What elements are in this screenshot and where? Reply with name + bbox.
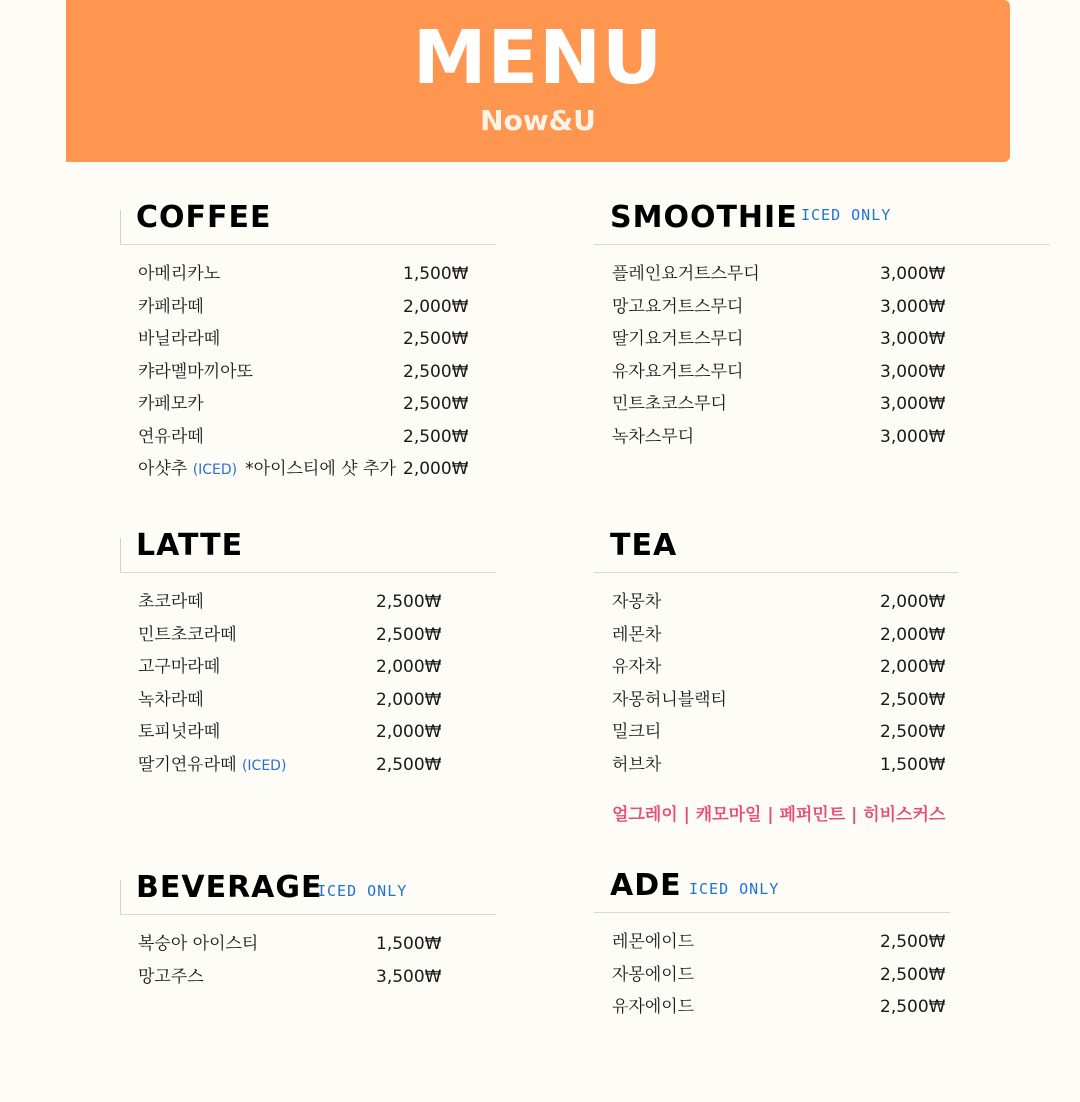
item-price: 2,500₩ bbox=[403, 329, 469, 349]
item-name: 민트초코라떼 bbox=[138, 624, 237, 645]
section-divider bbox=[120, 210, 121, 244]
item-price: 3,000₩ bbox=[880, 329, 946, 349]
item-name: 딸기요거트스무디 bbox=[612, 329, 744, 349]
item-price: 2,500₩ bbox=[376, 624, 442, 645]
item-price: 2,000₩ bbox=[376, 657, 442, 677]
item-note: *아이스티에 샷 추가 bbox=[245, 459, 396, 479]
tea-title: TEA bbox=[610, 528, 678, 563]
item-price: 2,500₩ bbox=[880, 997, 946, 1017]
item-name: 녹차라떼 bbox=[138, 689, 204, 710]
item-price: 3,500₩ bbox=[376, 966, 442, 987]
item-name: 초코라떼 bbox=[138, 592, 204, 612]
latte-title: LATTE bbox=[136, 528, 244, 563]
item-price: 2,500₩ bbox=[403, 394, 469, 414]
item-price: 2,500₩ bbox=[880, 932, 946, 952]
item-price: 2,500₩ bbox=[376, 592, 442, 612]
tea-section bbox=[594, 528, 958, 825]
item-price: 2,500₩ bbox=[880, 722, 946, 742]
latte-header bbox=[120, 528, 496, 573]
item-name: 바닐라라떼 bbox=[138, 329, 221, 349]
item-price: 2,000₩ bbox=[880, 592, 946, 612]
item-price: 3,000₩ bbox=[880, 394, 946, 414]
item-price: 2,000₩ bbox=[376, 689, 442, 710]
coffee-title: COFFEE bbox=[136, 200, 272, 235]
menu-header bbox=[66, 0, 1010, 162]
item-name: 복숭아 아이스티 bbox=[138, 934, 259, 954]
coffee-header bbox=[120, 200, 496, 245]
item-price: 3,000₩ bbox=[880, 264, 946, 284]
item-name: 고구마라떼 bbox=[138, 657, 221, 677]
item-name: 레몬차 bbox=[612, 624, 662, 645]
cafe-name: Now&U bbox=[480, 104, 596, 137]
item-price: 3,000₩ bbox=[880, 426, 946, 447]
item-price: 2,000₩ bbox=[880, 657, 946, 677]
tea-header bbox=[594, 528, 958, 573]
ade-title: ADE bbox=[610, 868, 682, 903]
item-name bbox=[138, 755, 286, 776]
section-divider bbox=[120, 880, 121, 914]
ade-header bbox=[594, 868, 950, 913]
item-price: 2,500₩ bbox=[880, 689, 946, 710]
item-name: 레몬에이드 bbox=[612, 932, 695, 952]
beverage-title: BEVERAGE bbox=[136, 870, 323, 905]
iced-only-note: ICED ONLY bbox=[689, 880, 780, 898]
item-price: 1,500₩ bbox=[403, 264, 469, 284]
iced-tag: (ICED) bbox=[241, 757, 287, 774]
item-name: 밀크티 bbox=[612, 722, 662, 742]
item-price: 2,000₩ bbox=[880, 624, 946, 645]
section-divider bbox=[120, 538, 121, 572]
item-name: 캬라멜마끼아또 bbox=[138, 361, 253, 382]
iced-only-note: ICED ONLY bbox=[801, 206, 892, 224]
item-name: 망고주스 bbox=[138, 966, 204, 987]
item-price: 2,000₩ bbox=[403, 296, 469, 317]
item-price: 2,500₩ bbox=[403, 361, 469, 382]
item-name: 연유라떼 bbox=[138, 426, 204, 447]
item-name: 카페라떼 bbox=[138, 296, 204, 317]
item-name: 카페모카 bbox=[138, 394, 204, 414]
item-name: 플레인요거트스무디 bbox=[612, 264, 760, 284]
item-name: 녹차스무디 bbox=[612, 426, 695, 447]
item-name: 유자차 bbox=[612, 657, 662, 677]
smoothie-header bbox=[594, 200, 1050, 245]
item-name: 민트초코스무디 bbox=[612, 394, 727, 414]
beverage-header bbox=[120, 870, 496, 915]
item-name-text: 아샷추 bbox=[138, 459, 188, 479]
latte-section bbox=[120, 528, 496, 775]
iced-tag: (ICED) bbox=[192, 462, 238, 478]
beverage-section bbox=[120, 870, 496, 987]
item-name: 자몽에이드 bbox=[612, 964, 695, 985]
item-price: 1,500₩ bbox=[880, 754, 946, 775]
item-price: 3,000₩ bbox=[880, 296, 946, 317]
item-name: 자몽차 bbox=[612, 592, 662, 612]
smoothie-section bbox=[594, 200, 1050, 447]
item-name bbox=[138, 459, 396, 480]
iced-only-note: ICED ONLY bbox=[317, 882, 408, 900]
item-price: 2,000₩ bbox=[403, 459, 469, 479]
smoothie-title: SMOOTHIE bbox=[610, 200, 798, 235]
item-name: 토피넛라떼 bbox=[138, 722, 221, 742]
item-name: 아메리카노 bbox=[138, 264, 221, 284]
item-name: 허브차 bbox=[612, 754, 662, 775]
item-price: 2,500₩ bbox=[880, 964, 946, 985]
ade-section bbox=[594, 868, 950, 1017]
item-name-text: 딸기연유라떼 bbox=[138, 754, 237, 775]
item-price: 2,500₩ bbox=[403, 426, 469, 447]
item-name: 유자요거트스무디 bbox=[612, 361, 744, 382]
item-price: 3,000₩ bbox=[880, 361, 946, 382]
item-price: 2,000₩ bbox=[376, 722, 442, 742]
menu-title: MENU bbox=[412, 15, 664, 101]
item-name: 망고요거트스무디 bbox=[612, 296, 744, 317]
herb-tea-options: 얼그레이 | 캐모마일 | 페퍼민트 | 히비스커스 bbox=[612, 805, 946, 825]
item-price: 2,500₩ bbox=[376, 754, 442, 775]
item-price: 1,500₩ bbox=[376, 934, 442, 954]
item-name: 유자에이드 bbox=[612, 997, 695, 1017]
coffee-section bbox=[120, 200, 496, 479]
item-name: 자몽허니블랙티 bbox=[612, 689, 727, 710]
